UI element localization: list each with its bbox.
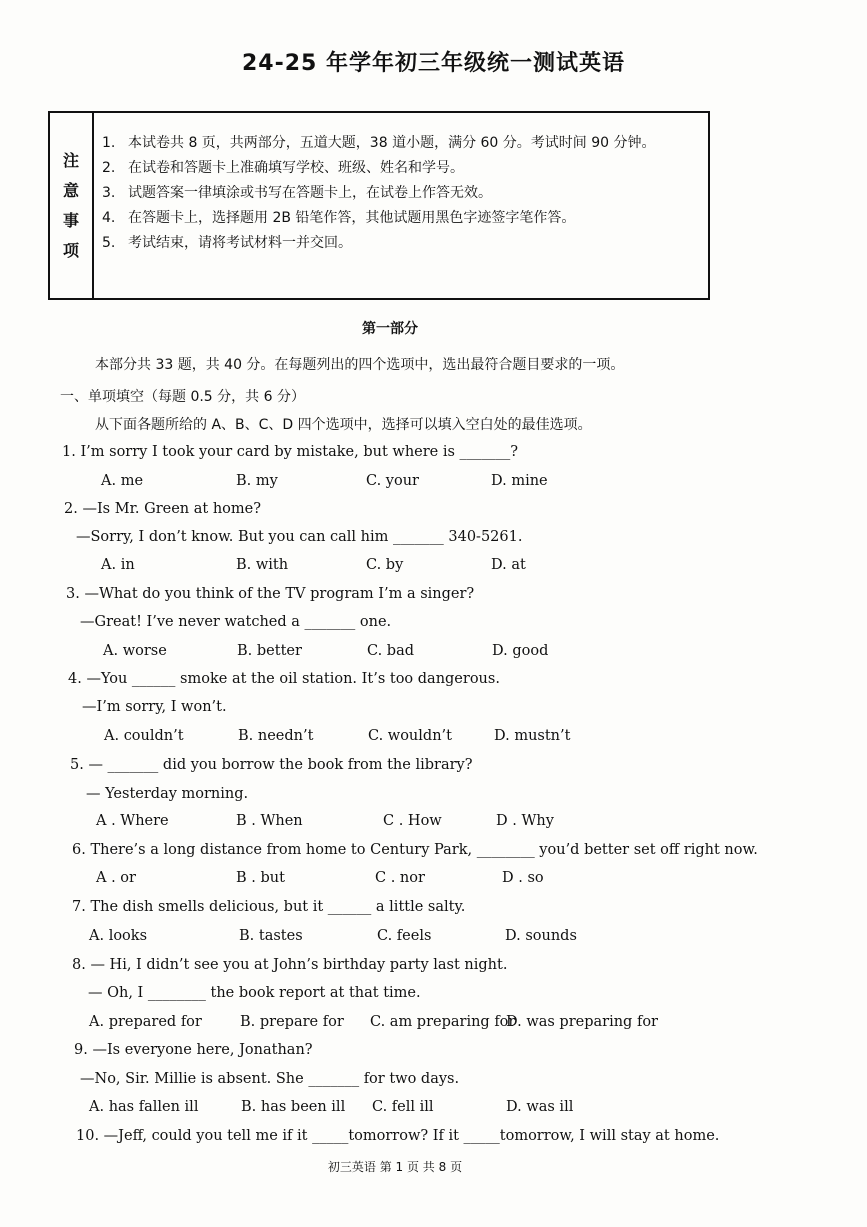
option-c: C. your	[366, 473, 419, 489]
question-line: 3. —What do you think of the TV program I’m a singer?	[66, 586, 475, 602]
option-c: C. wouldn’t	[368, 728, 452, 744]
notice-item	[102, 156, 702, 181]
question-line: —I’m sorry, I won’t.	[82, 699, 227, 715]
option-d: D . Why	[496, 813, 554, 829]
notice-item-number: 3.	[102, 185, 116, 201]
notice-label	[50, 113, 94, 298]
option-d: D. good	[492, 643, 549, 659]
option-b: B. with	[236, 557, 289, 573]
question-line: 4. —You ______ smoke at the oil station. It’s too dangerous.	[68, 671, 500, 687]
question-line: 6. There’s a long distance from home to Century Park, ________ you’d better set off right now.	[72, 842, 758, 858]
notice-item	[102, 131, 702, 156]
question-line: 5. — _______ did you borrow the book from the library?	[70, 757, 473, 773]
option-a: A . or	[96, 870, 136, 886]
option-c: C. bad	[367, 643, 415, 659]
option-a: A. worse	[103, 643, 167, 659]
option-a: A . Where	[96, 813, 169, 829]
option-c: C . nor	[375, 870, 425, 886]
notice-item-number: 4.	[102, 210, 116, 226]
option-c: C. fell ill	[372, 1099, 434, 1115]
exam-title: 24-25 年学年初三年级统一测试英语	[241, 51, 626, 76]
option-a: A. has fallen ill	[89, 1099, 199, 1115]
notice-item-text: 在试卷和答题卡上准确填写学校、班级、姓名和学号。	[128, 160, 464, 176]
section-heading: 一、单项填空（每题 0.5 分，共 6 分）	[60, 389, 305, 405]
option-a: A. in	[101, 557, 135, 573]
option-b: B. has been ill	[241, 1099, 346, 1115]
notice-item-text: 在答题卡上，选择题用 2B 铅笔作答，其他试题用黑色字迹签字笔作答。	[128, 210, 576, 226]
option-d: D. sounds	[505, 928, 577, 944]
section-instruction: 从下面各题所给的 A、B、C、D 四个选项中，选择可以填入空白处的最佳选项。	[95, 417, 592, 433]
notice-item-number: 1.	[102, 135, 116, 151]
option-c: C. am preparing for	[370, 1014, 516, 1030]
notice-items	[102, 131, 702, 256]
option-b: B. prepare for	[240, 1014, 344, 1030]
notice-label-char: 注	[62, 150, 79, 170]
question-line: — Yesterday morning.	[86, 786, 249, 802]
notice-label-char: 意	[62, 180, 79, 200]
option-d: D. at	[491, 557, 526, 573]
notice-item	[102, 181, 702, 206]
question-line: 10. —Jeff, could you tell me if it _____tomorrow? If it _____tomorrow, I will stay at home.	[76, 1128, 720, 1144]
question-line: —Sorry, I don’t know. But you can call him _______ 340-5261.	[76, 529, 523, 545]
option-a: A. looks	[89, 928, 148, 944]
option-a: A. prepared for	[89, 1014, 202, 1030]
option-b: B . but	[236, 870, 285, 886]
notice-item-number: 2.	[102, 160, 116, 176]
option-d: D. mine	[491, 473, 548, 489]
notice-label-char: 事	[62, 210, 79, 230]
page-footer: 初三英语 第 1 页 共 8 页	[327, 1160, 463, 1174]
option-a: A. couldn’t	[104, 728, 184, 744]
notice-item	[102, 206, 702, 231]
question-line: 1. I’m sorry I took your card by mistake, but where is _______?	[62, 444, 519, 460]
notice-item-text: 试题答案一律填涂或书写在答题卡上，在试卷上作答无效。	[128, 185, 492, 201]
option-d: D . so	[502, 870, 544, 886]
question-line: 7. The dish smells delicious, but it ______ a little salty.	[72, 899, 466, 915]
question-line: — Oh, I ________ the book report at that time.	[88, 985, 421, 1001]
question-line: 8. — Hi, I didn’t see you at John’s birthday party last night.	[72, 957, 508, 973]
question-line: 9. —Is everyone here, Jonathan?	[74, 1042, 313, 1058]
option-b: B. my	[236, 473, 278, 489]
option-b: B. better	[237, 643, 302, 659]
part-title: 第一部分	[362, 321, 418, 337]
option-d: D. was ill	[506, 1099, 574, 1115]
option-a: A. me	[101, 473, 144, 489]
part-intro: 本部分共 33 题，共 40 分。在每题列出的四个选项中，选出最符合题目要求的一项。	[95, 357, 625, 373]
option-b: B. tastes	[239, 928, 303, 944]
option-c: C . How	[383, 813, 442, 829]
question-line: 2. —Is Mr. Green at home?	[64, 501, 262, 517]
notice-item-number: 5.	[102, 235, 116, 251]
question-line: —Great! I’ve never watched a _______ one.	[80, 614, 392, 630]
option-b: B. needn’t	[238, 728, 314, 744]
question-line: —No, Sir. Millie is absent. She _______ for two days.	[80, 1071, 460, 1087]
option-b: B . When	[236, 813, 303, 829]
option-c: C. by	[366, 557, 404, 573]
option-c: C. feels	[377, 928, 432, 944]
notice-label-char: 项	[62, 240, 79, 260]
notice-item-text: 考试结束，请将考试材料一并交回。	[128, 235, 352, 251]
option-d: D. was preparing for	[506, 1014, 658, 1030]
option-d: D. mustn’t	[494, 728, 571, 744]
notice-item-text: 本试卷共 8 页，共两部分，五道大题，38 道小题，满分 60 分。考试时间 90 分钟。	[128, 135, 656, 151]
notice-item	[102, 231, 702, 256]
notice-box	[48, 111, 710, 300]
